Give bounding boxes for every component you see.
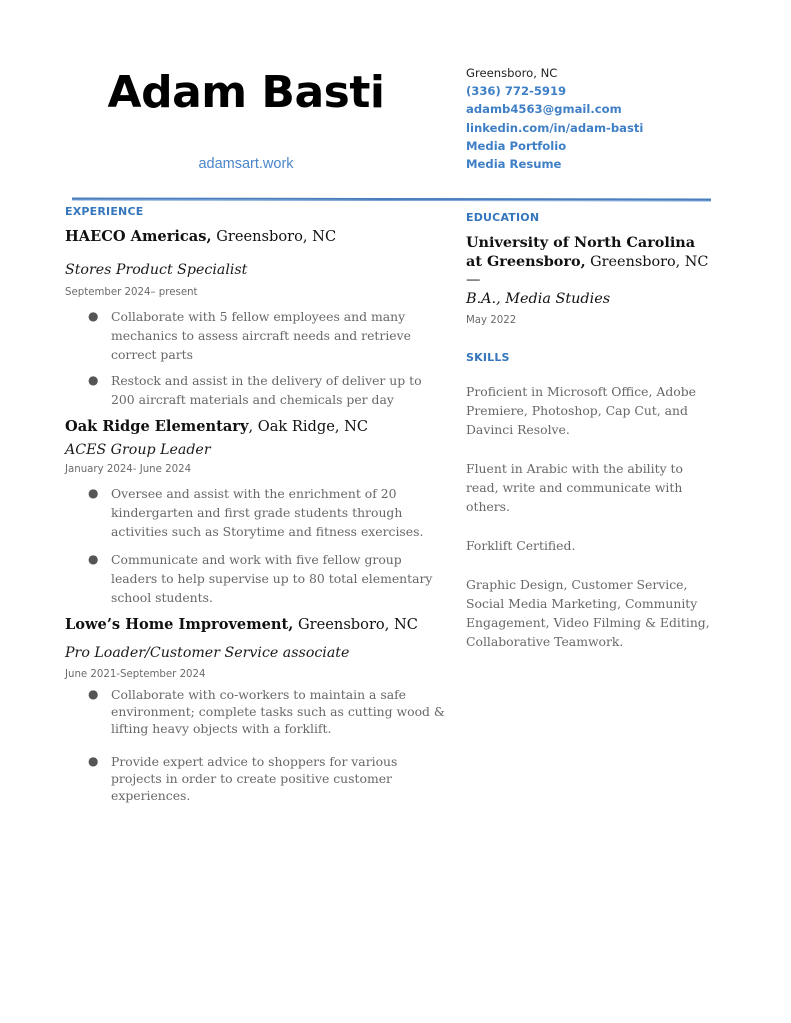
- job-bullet: ● Provide expert advice to shoppers for various projects in order to create positive customer experiences.: [88, 754, 398, 803]
- bullet-icon: ●: [88, 309, 99, 323]
- phone-link[interactable]: (336) 772-5919: [466, 84, 567, 99]
- header-divider: [72, 198, 711, 202]
- education-school-line: [466, 234, 716, 308]
- job-entry: [65, 615, 445, 804]
- bullet-icon: ●: [88, 486, 99, 500]
- education-section: [466, 211, 716, 328]
- bullet-icon: ●: [88, 373, 99, 387]
- skill-item: Graphic Design, Customer Service, Social Media Marketing, Community Engagement, Video Filming & Editing, Collaborative Teamwork.: [466, 577, 710, 649]
- job-dates: January 2024- June 2024: [65, 464, 192, 475]
- job-role: ACES Group Leader: [65, 442, 211, 458]
- job-location: Greensboro, NC: [293, 616, 418, 633]
- job-dates: September 2024– present: [65, 287, 198, 298]
- job-bullet: ● Restock and assist in the delivery of deliver up to 200 aircraft materials and chemicals per day: [88, 373, 422, 407]
- candidate-name: Adam Basti: [107, 67, 385, 118]
- job-entry: [65, 417, 445, 607]
- job-bullets: [65, 686, 445, 804]
- contact-location: Greensboro, NC: [466, 66, 558, 80]
- education-school: University of North Carolina at Greensboro,: [466, 234, 696, 270]
- job-role: Pro Loader/Customer Service associate: [65, 645, 350, 661]
- job-bullets: [65, 484, 445, 607]
- linkedin-link[interactable]: linkedin.com/in/adam-basti: [466, 120, 644, 135]
- job-company-line: [65, 615, 445, 635]
- skill-item: Forklift Certified.: [466, 538, 576, 553]
- job-bullet: ● Collaborate with co-workers to maintain a safe environment; complete tasks such as cutting wood & lifting heavy objects with a forklift.: [88, 687, 445, 736]
- job-bullets: [65, 307, 445, 409]
- job-location: , Oak Ridge, NC: [248, 418, 369, 435]
- education-major: Media Studies: [500, 290, 611, 307]
- job-company-line: [65, 227, 445, 247]
- experience-section: [65, 205, 445, 804]
- contact-block: [466, 64, 643, 173]
- job-dates: June 2021-September 2024: [65, 669, 206, 680]
- education-date: May 2022: [466, 315, 517, 326]
- job-bullet: ● Communicate and work with five fellow group leaders to help supervise up to 80 total elementary school students.: [88, 552, 433, 605]
- skill-item: Proficient in Microsoft Office, Adobe Premiere, Photoshop, Cap Cut, and Davinci Resolve.: [466, 384, 696, 437]
- website-link[interactable]: adamsart.work: [198, 156, 294, 172]
- media-resume-link[interactable]: Media Resume: [466, 157, 562, 172]
- education-location: Greensboro, NC —: [466, 253, 709, 288]
- email-link[interactable]: adamb4563@gmail.com: [466, 102, 622, 117]
- education-degree: B.A.,: [466, 290, 501, 307]
- media-portfolio-link[interactable]: Media Portfolio: [466, 138, 567, 153]
- skills-heading: SKILLS: [466, 351, 510, 364]
- job-company: Lowe’s Home Improvement,: [65, 616, 294, 633]
- job-location: Greensboro, NC: [211, 228, 337, 245]
- job-bullet: ● Oversee and assist with the enrichment of 20 kindergarten and first grade students through activities such as Storytime and fitness exercises.: [88, 486, 424, 539]
- skill-item: Fluent in Arabic with the ability to read, write and communicate with others.: [466, 461, 683, 514]
- job-company: Oak Ridge Elementary: [65, 418, 249, 435]
- education-heading: EDUCATION: [466, 211, 540, 224]
- bullet-icon: ●: [88, 754, 99, 768]
- bullet-icon: ●: [88, 552, 99, 566]
- job-role: Stores Product Specialist: [65, 262, 248, 278]
- skills-section: [466, 351, 716, 651]
- job-entry: [65, 227, 445, 409]
- job-bullet: ● Collaborate with 5 fellow employees and many mechanics to assess aircraft needs and retrieve correct parts: [88, 309, 411, 362]
- job-company-line: [65, 417, 445, 437]
- bullet-icon: ●: [88, 687, 99, 701]
- experience-heading: EXPERIENCE: [65, 205, 144, 218]
- job-company: HAECO Americas,: [65, 228, 212, 245]
